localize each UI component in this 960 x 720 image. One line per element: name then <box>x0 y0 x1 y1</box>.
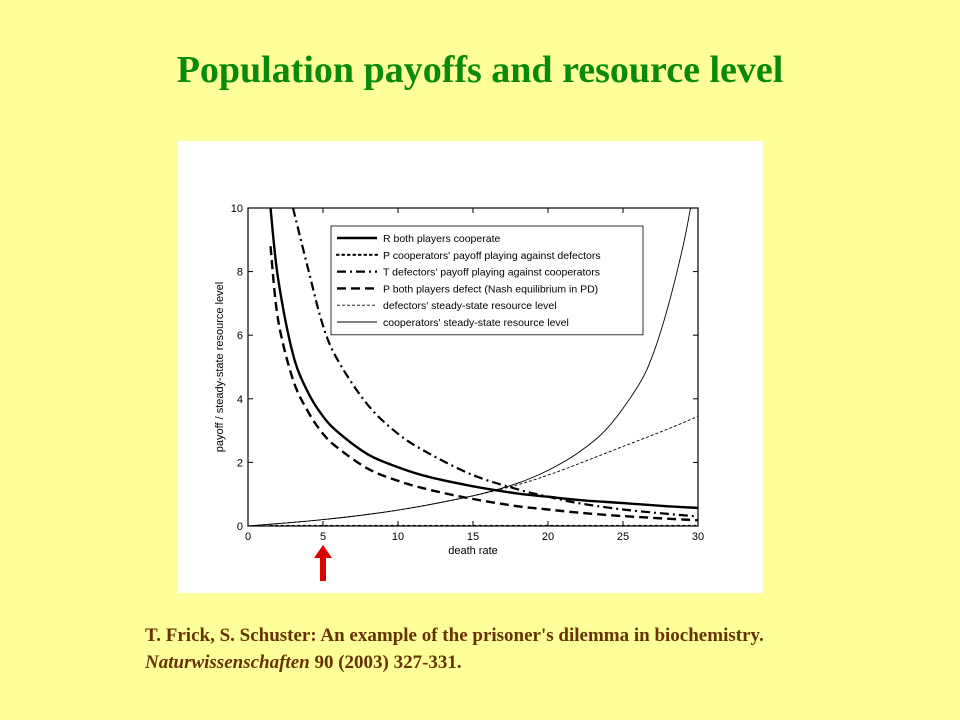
y-tick-label: 6 <box>236 330 243 343</box>
x-axis-label: death rate <box>448 545 498 557</box>
citation-details: 90 (2003) 327-331. <box>309 652 462 673</box>
y-tick-label: 8 <box>236 266 243 279</box>
x-tick-label: 5 <box>319 531 327 543</box>
legend-label: T defectors' payoff playing against cooperators <box>383 266 600 279</box>
up-arrow-icon <box>313 545 333 581</box>
x-tick-label: 30 <box>691 531 705 543</box>
y-tick-label: 10 <box>230 203 243 215</box>
y-tick-label: 2 <box>236 457 243 470</box>
x-tick-label: 0 <box>244 531 252 543</box>
x-tick-label: 20 <box>541 531 555 543</box>
legend-label: cooperators' steady-state resource level <box>383 317 569 329</box>
legend-label: P cooperators' payoff playing against defectors <box>383 249 601 262</box>
legend-label: R both players cooperate <box>383 233 501 245</box>
legend-label: defectors' steady-state resource level <box>383 300 557 313</box>
citation-line-2 <box>145 649 764 676</box>
x-tick-label: 15 <box>466 531 480 543</box>
x-tick-label: 10 <box>391 531 405 543</box>
y-axis-label: payoff / steady-state resource level <box>214 281 226 453</box>
y-tick-label: 0 <box>236 521 243 533</box>
citation-journal: Naturwissenschaften <box>145 652 310 673</box>
y-tick-label: 4 <box>236 393 243 406</box>
death-rate-payoff-chart <box>178 141 763 593</box>
citation-line-1: T. Frick, S. Schuster: An example of the prisoner's dilemma in biochemistry. <box>145 625 764 646</box>
legend-label: P both players defect (Nash equilibrium in PD) <box>383 283 599 296</box>
slide-title: Population payoffs and resource level <box>176 49 784 91</box>
citation <box>145 622 764 676</box>
x-tick-label: 25 <box>616 531 630 543</box>
chart-panel <box>178 141 763 593</box>
